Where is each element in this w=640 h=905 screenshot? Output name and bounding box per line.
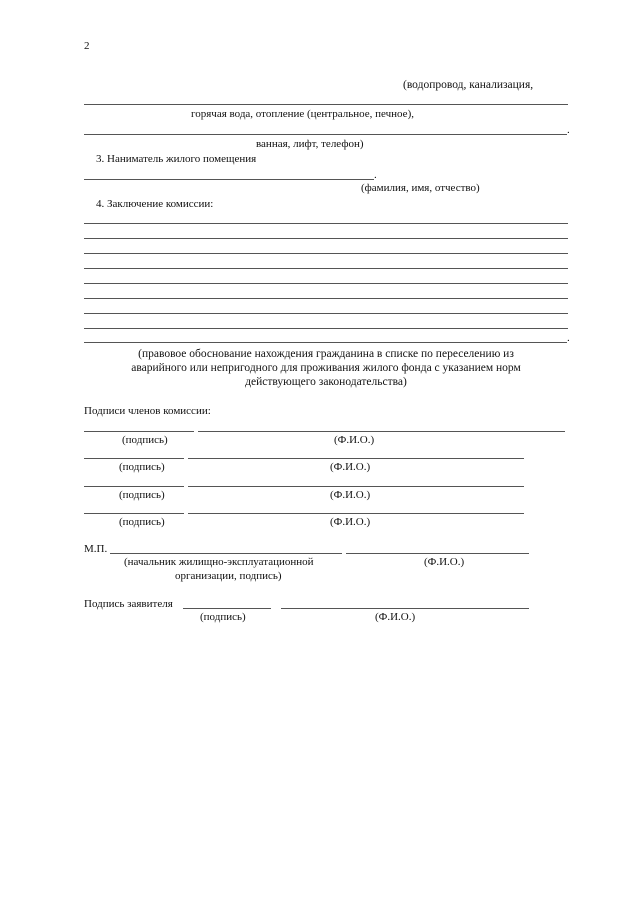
conclusion-line xyxy=(84,283,568,284)
head-signature-line xyxy=(110,553,342,554)
head-caption-line-2: организации, подпись) xyxy=(175,570,282,582)
applicant-label: Подпись заявителя xyxy=(84,598,173,610)
member-signature-caption: (подпись) xyxy=(119,516,165,528)
conclusion-caption-line-2: аварийного или непригодного для проживания жилого фонда с указанием норм xyxy=(131,362,521,374)
tenant-name-line xyxy=(84,179,374,180)
applicant-signature-line xyxy=(183,608,271,609)
conclusion-line xyxy=(84,223,568,224)
utilities-dot: . xyxy=(567,124,570,136)
head-name-caption: (Ф.И.О.) xyxy=(424,556,465,568)
conclusion-caption-line-3: действующего законодательства) xyxy=(245,376,407,388)
member-name-line xyxy=(188,513,524,514)
member-signature-line xyxy=(84,486,184,487)
tenant-caption: (фамилия, имя, отчество) xyxy=(361,182,480,194)
member-signature-line xyxy=(84,431,194,432)
member-name-caption: (Ф.И.О.) xyxy=(330,461,371,473)
member-name-line xyxy=(198,431,565,432)
member-name-caption: (Ф.И.О.) xyxy=(334,434,375,446)
member-name-caption: (Ф.И.О.) xyxy=(330,516,371,528)
utilities-caption-2: горячая вода, отопление (центральное, печное), xyxy=(191,108,414,120)
stamp-label: М.П. xyxy=(84,543,108,555)
tenant-label: 3. Наниматель жилого помещения xyxy=(96,153,257,165)
conclusion-line xyxy=(84,313,568,314)
applicant-name-caption: (Ф.И.О.) xyxy=(375,611,416,623)
conclusion-line xyxy=(84,253,568,254)
member-signature-caption: (подпись) xyxy=(119,461,165,473)
commission-signatures-title: Подписи членов комиссии: xyxy=(84,405,211,417)
conclusion-line xyxy=(84,328,568,329)
applicant-name-line xyxy=(281,608,529,609)
utilities-line-2 xyxy=(84,134,567,135)
utilities-caption-1: (водопровод, канализация, xyxy=(403,79,534,91)
utilities-line-1 xyxy=(84,104,568,105)
member-signature-caption: (подпись) xyxy=(119,489,165,501)
page-number: 2 xyxy=(84,40,90,52)
conclusion-line xyxy=(84,238,568,239)
conclusion-line xyxy=(84,268,568,269)
head-name-line xyxy=(346,553,529,554)
commission-conclusion-label: 4. Заключение комиссии: xyxy=(96,198,214,210)
conclusion-line xyxy=(84,342,567,343)
conclusion-line xyxy=(84,298,568,299)
applicant-signature-caption: (подпись) xyxy=(200,611,246,623)
member-name-caption: (Ф.И.О.) xyxy=(330,489,371,501)
member-name-line xyxy=(188,486,524,487)
member-signature-line xyxy=(84,513,184,514)
member-signature-line xyxy=(84,458,184,459)
utilities-caption-3: ванная, лифт, телефон) xyxy=(256,138,364,150)
member-name-line xyxy=(188,458,524,459)
tenant-dot: . xyxy=(374,169,377,181)
member-signature-caption: (подпись) xyxy=(122,434,168,446)
conclusion-caption-line-1: (правовое обоснование нахождения гражданина в списке по переселению из xyxy=(138,348,514,360)
head-caption-line-1: (начальник жилищно-эксплуатационной xyxy=(124,556,314,568)
conclusion-dot: . xyxy=(567,332,570,344)
